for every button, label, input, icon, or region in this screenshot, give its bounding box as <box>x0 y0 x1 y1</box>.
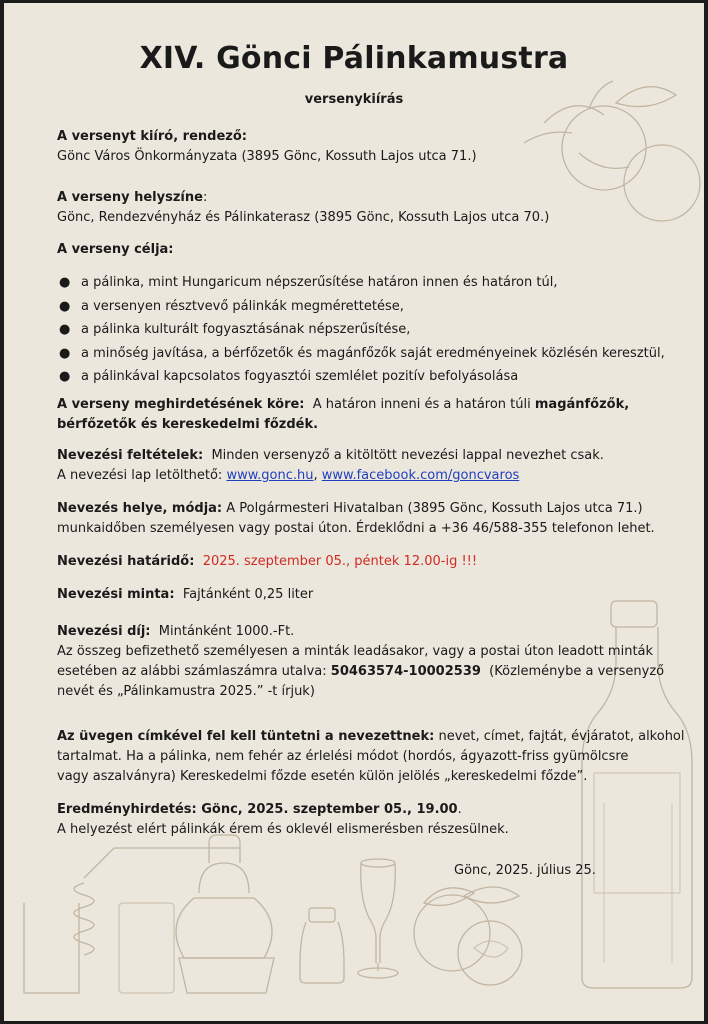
entry-place-line-1: A Polgármesteri Hivatalban (3895 Gönc, Kossuth Lajos utca 71.) <box>226 501 643 516</box>
fee-line-3b: (Közleménybe a versenyző <box>489 664 665 679</box>
poster-page <box>4 3 704 1021</box>
scope-heading: A verseny meghirdetésének köre: <box>57 397 305 412</box>
scope-section <box>57 395 697 435</box>
entry-place-line-2: munkaidőben személyesen vagy postai úton. Érdeklődni a +36 46/588-355 telefonon lehet. <box>57 521 655 536</box>
conditions-text: Minden versenyző a kitöltött nevezési lappal nevezhet csak. <box>211 448 604 463</box>
organizer-text: Gönc Város Önkormányzata (3895 Gönc, Kossuth Lajos utca 71.) <box>57 149 477 164</box>
page-subtitle: versenykiírás <box>304 92 404 107</box>
label-text-1: nevet, címet, fajtát, évjáratot, alkohol <box>438 729 685 744</box>
bullet-icon: ● <box>59 345 71 361</box>
fee-line-4: nevét és „Pálinkamustra 2025.” -t írjuk) <box>57 684 315 699</box>
fee-heading: Nevezési díj: <box>57 624 151 639</box>
results-heading: Eredményhirdetés: Gönc, 2025. szeptember 05., 19.00 <box>57 802 458 817</box>
fee-text: Mintánként 1000.-Ft. <box>158 624 295 639</box>
list-item: ● a pálinka, mint Hungaricum népszerűsítése határon innen és határon túl, <box>57 271 704 295</box>
scope-bold-1: magánfőzők, <box>534 397 630 412</box>
facebook-link[interactable]: www.facebook.com/goncvaros <box>321 468 520 483</box>
sample-heading: Nevezési minta: <box>57 587 175 602</box>
bullet-icon: ● <box>59 322 71 338</box>
label-line-3: vagy aszalványra) Kereskedelmi főzde esetén külön jelölés „kereskedelmi főzde”. <box>57 769 588 784</box>
page-title: XIV. Gönci Pálinkamustra <box>139 41 569 76</box>
label-line-2: tartalmat. Ha a pálinka, nem fehér az érlelési módot (hordós, ágyazott-friss gyümölcsre <box>57 749 629 764</box>
link-separator: , <box>313 468 318 483</box>
date-place: Gönc, 2025. július 25. <box>454 863 596 878</box>
list-item: ● a versenyen résztvevő pálinkák megmérettetése, <box>57 295 704 319</box>
label-section <box>57 727 697 787</box>
bullet-icon: ● <box>59 298 71 314</box>
label-heading: Az üvegen címkével fel kell tüntetni a nevezettnek: <box>57 729 435 744</box>
organizer-heading: A versenyt kiíró, rendező: <box>57 129 247 144</box>
results-text: A helyezést elért pálinkák érem és oklevél elismerésben részesülnek. <box>57 822 509 837</box>
venue-heading: A verseny helyszíne <box>57 190 203 205</box>
entry-place-heading: Nevezés helye, módja: <box>57 501 223 516</box>
list-item: ● a pálinkával kapcsolatos fogyasztói szemlélet pozitív befolyásolása <box>57 365 704 389</box>
conditions-section <box>57 446 697 486</box>
deadline-text: 2025. szeptember 05., péntek 12.00-ig !!! <box>202 554 478 569</box>
fee-line-3a: esetében az alábbi számlaszámra utalva: <box>57 664 327 679</box>
entry-place-section <box>57 499 697 539</box>
bullet-icon: ● <box>59 275 71 290</box>
bank-account-number: 50463574-10002539 <box>330 664 481 679</box>
scope-bold-2: bérfőzetők és kereskedelmi főzdék. <box>57 417 319 432</box>
gonc-website-link[interactable]: www.gonc.hu <box>226 468 314 483</box>
goal-list <box>57 271 704 389</box>
fee-line-2: Az összeg befizethető személyesen a minták leadásakor, vagy a postai úton leadott minták <box>57 644 654 659</box>
scope-text: A határon inneni és a határon túli <box>312 397 531 412</box>
results-heading-dot: . <box>457 802 462 817</box>
conditions-heading: Nevezési feltételek: <box>57 448 204 463</box>
goal-heading: A verseny célja: <box>57 242 174 257</box>
download-label: A nevezési lap letölthető: <box>57 468 223 483</box>
venue-heading-colon: : <box>202 190 208 205</box>
list-item: ● a pálinka kulturált fogyasztásának népszerűsítése, <box>57 318 704 342</box>
fee-section <box>57 622 697 702</box>
organizer-section <box>57 127 697 167</box>
bullet-icon: ● <box>59 369 71 385</box>
deadline-heading: Nevezési határidő: <box>57 554 195 569</box>
sample-section <box>57 585 697 605</box>
deadline-section <box>57 552 697 572</box>
results-section <box>57 800 697 840</box>
venue-section <box>57 188 697 228</box>
venue-text: Gönc, Rendezvényház és Pálinkaterasz (3895 Gönc, Kossuth Lajos utca 70.) <box>57 210 550 225</box>
sample-text: Fajtánként 0,25 liter <box>182 587 314 602</box>
list-item: ● a minőség javítása, a bérfőzetők és magánfőzők saját eredményeinek közlésén keresztül, <box>57 342 704 366</box>
